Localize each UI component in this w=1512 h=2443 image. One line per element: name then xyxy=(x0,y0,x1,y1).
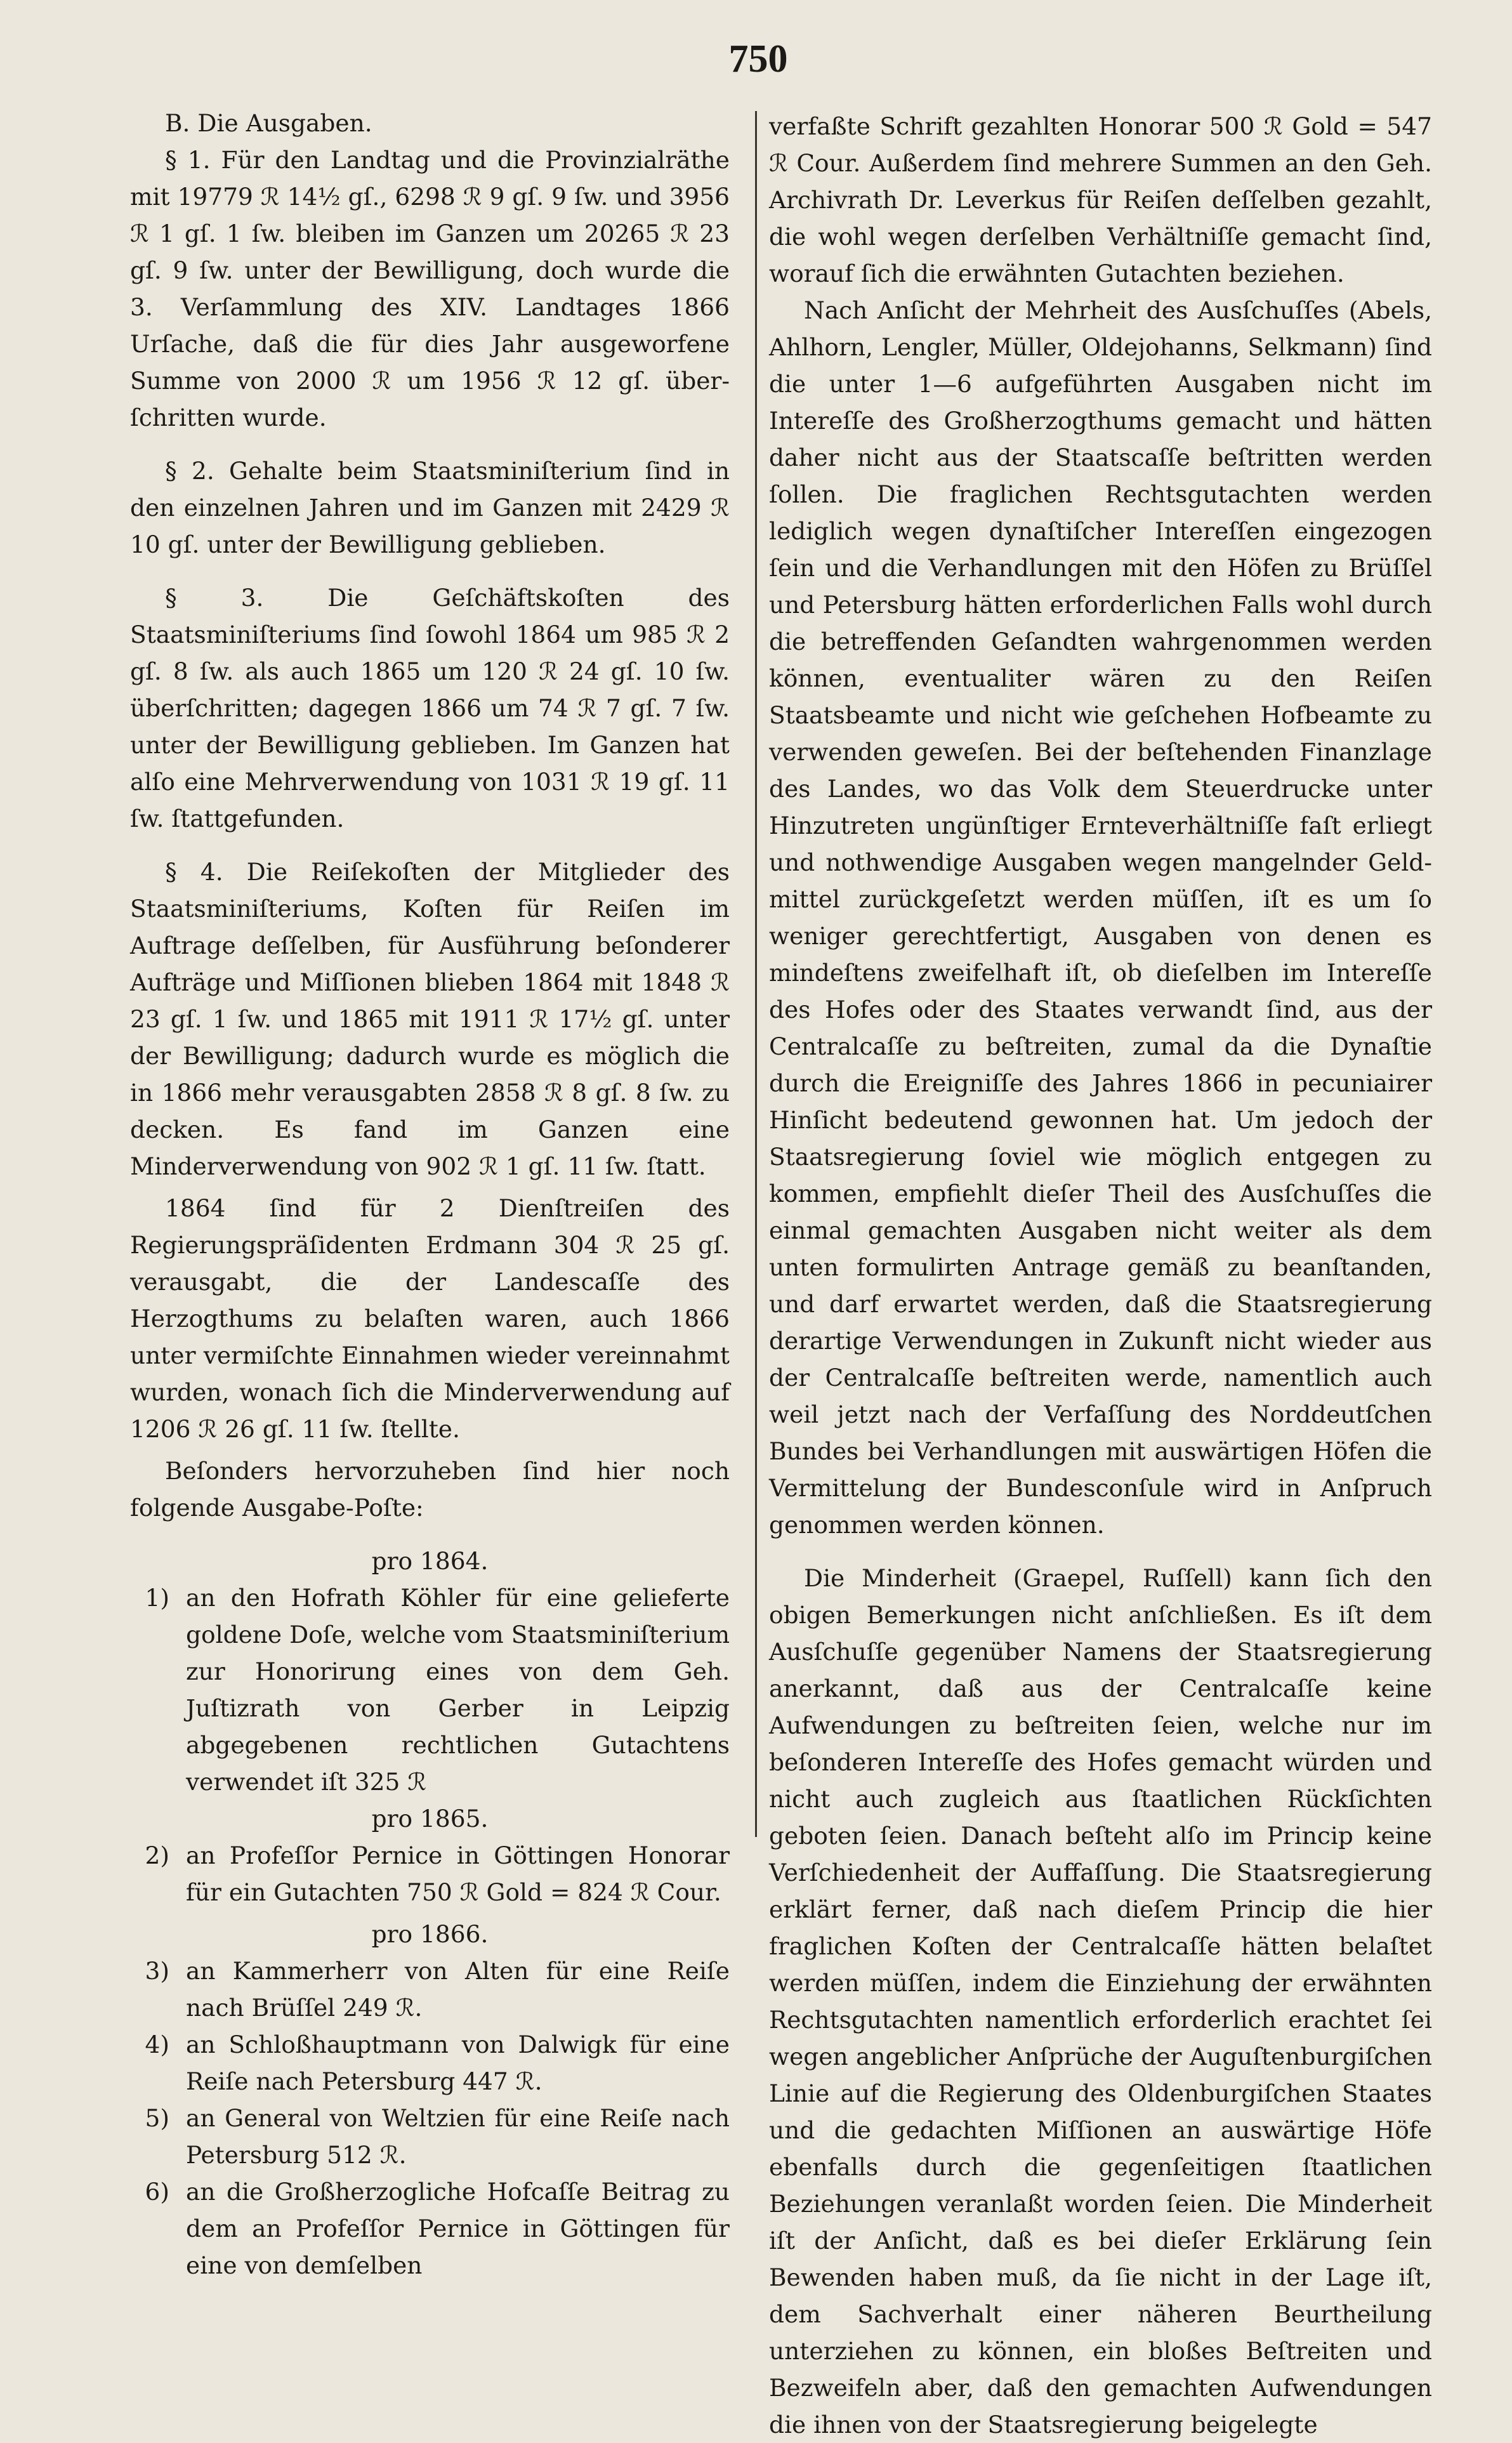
paragraph-continuation: verfaßte Schrift gezahlten Honorar 500 ℛ Gold = 547 ℛ Cour. Außerdem ſind mehrere Summen an den Geh. Archivrath Dr. Leverkus für Reiſen deſſelben gezahlt, die wohl wegen derſelben Verhältniſſe gemacht ſind, worauf ſich die erwähnten Gutachten beziehen. xyxy=(769,112,1432,287)
list-number: 4) xyxy=(145,2031,169,2058)
list-number: 6) xyxy=(145,2178,169,2206)
paragraph-s2: § 2. Gehalte beim Staatsminiſterium ſind in den einzelnen Jahren und im Ganzen mit 2429 ℛ 10 gſ. unter der Bewilligung geblieben. xyxy=(130,457,730,558)
paragraph-s3: § 3. Die Geſchäftskoſten des Staatsminiſteriums ſind ſowohl 1864 um 985 ℛ 2 gſ. 8 ſw. als auch 1865 um 120 ℛ 24 gſ. 10 ſw. überſchritten; dagegen 1866 um 74 ℛ 7 gſ. 7 ſw. unter der Bewilligung geblieben. Im Ganzen hat alſo eine Mehrverwendung von 1031 ℛ 19 gſ. 11 ſw. ſtattgefunden. xyxy=(130,584,730,833)
year-heading-1866: pro 1866. xyxy=(371,1920,489,1948)
year-heading-1864: pro 1864. xyxy=(371,1547,489,1575)
paragraph-s4: § 4. Die Reiſekoſten der Mitglieder des Staatsminiſteriums, Koſten für Reiſen im Auftrage deſſelben, für Ausführung beſonderer Aufträge und Miſſionen blieben 1864 mit 1848 ℛ 23 gſ. 1 ſw. und 1865 mit 1911 ℛ 17½ gſ. unter der Bewilligung; dadurch wurde es möglich die in 1866 mehr verausgabten 2858 ℛ 8 gſ. 8 ſw. zu decken. Es fand im Ganzen eine Minderverwendung von 902 ℛ 1 gſ. 11 ſw. ſtatt. xyxy=(130,858,730,1180)
list-text: an General von Weltzien für eine Reiſe nach Petersburg 512 ℛ. xyxy=(186,2104,730,2169)
page-number: 750 xyxy=(728,37,788,81)
list-text: an Schloßhauptmann von Dalwigk für eine Reiſe nach Petersburg 447 ℛ. xyxy=(186,2031,730,2095)
right-column xyxy=(769,108,1432,2443)
paragraph-erdmann: 1864 ſind für 2 Dienſtreiſen des Regierungspräſidenten Erdmann 304 ℛ 25 gſ. verausgabt, die der Landescaſſe des Herzogthums zu belaſten waren, auch 1866 unter vermiſchte Einnahmen wieder vereinnahmt wurden, wonach ſich die Minderverwendung auf 1206 ℛ 26 gſ. 11 ſw. ſtellte. xyxy=(130,1194,730,1443)
list-text: an die Großherzogliche Hofcaſſe Beitrag zu dem an Profeſſor Pernice in Göttingen für eine von demſelben xyxy=(186,2178,730,2279)
paragraph-majority: Nach Anſicht der Mehrheit des Ausſchuſſes (Abels, Ahlhorn, Lengler, Müller, Oldejohanns, Selkmann) ſind die unter 1—6 aufgeführten Ausgaben nicht im Intereſſe des Großherzogthums gemacht und hätten daher nicht aus der Staatscaſſe beſtritten werden ſollen. Die fraglichen Rechtsgutachten werden lediglich wegen dynaſtiſcher Intereſſen eingezogen ſein und die Verhandlungen mit den Höfen zu Brüſſel und Petersburg hätten erforderlichen Falls wohl durch die betreffenden Geſandten wahrgenommen werden können, eventualiter wären zu den Reiſen Staatsbeamte und nicht wie geſchehen Hofbeamte zu verwenden geweſen. Bei der beſtehenden Finanzlage des Landes, wo das Volk dem Steuerdrucke unter Hinzutreten ungünſtiger Ernteverhältniſſe faſt erliegt und nothwendige Ausgaben wegen mangelnder Geldmittel zurückgeſetzt werden müſſen, iſt es um ſo weniger gerechtfertigt, Ausgaben von denen es mindeſtens zweifelhaft iſt, ob dieſelben im Intereſſe des Hofes oder des Staates verwandt ſind, aus der Centralcaſſe zu beſtreiten, zumal da die Dynaſtie durch die Ereigniſſe des Jahres 1866 in pecuniairer Hinſicht bedeutend gewonnen hat. Um jedoch der Staatsregierung ſoviel wie möglich entgegen zu kommen, empfiehlt dieſer Theil des Ausſchuſſes die einmal gemachten Ausgaben nicht weiter als dem unten formulirten Antrage gemäß zu beanſtanden, und darf erwartet werden, daß die Staatsregierung derartige Verwendungen in Zukunft nicht wieder aus der Centralcaſſe beſtreiten werde, namentlich auch weil jetzt nach der Verfaſſung des Norddeutſchen Bundes bei Verhandlungen mit auswärtigen Höfen die Vermittelung der Bundesconſule wird in Anſpruch genommen werden können. xyxy=(769,296,1432,1539)
list-number: 5) xyxy=(145,2104,169,2132)
section-heading: B. Die Ausgaben. xyxy=(165,109,372,137)
list-text: an Profeſſor Pernice in Göttingen Honorar für ein Gutachten 750 ℛ Gold = 824 ℛ Cour. xyxy=(186,1841,730,1906)
column-divider xyxy=(755,111,757,1837)
list-number: 2) xyxy=(145,1841,169,1869)
list-item xyxy=(130,1579,730,1800)
year-heading-1865: pro 1865. xyxy=(371,1805,489,1833)
list-item xyxy=(130,1952,730,2026)
left-column xyxy=(130,105,730,2284)
list-item xyxy=(130,2100,730,2173)
list-item xyxy=(130,1837,730,1911)
list-number: 3) xyxy=(145,1957,169,1985)
list-text: an Kammerherr von Alten für eine Reiſe nach Brüſſel 249 ℛ. xyxy=(186,1957,730,2022)
list-item xyxy=(130,2173,730,2284)
list-text: an den Hofrath Köhler für eine gelieferte goldene Doſe, welche vom Staatsminiſterium zur Honorirung eines von dem Geh. Juſtizrath von Gerber in Leipzig abgegebenen rechtlichen Gutachtens verwendet iſt 325 ℛ xyxy=(186,1584,730,1796)
paragraph-minority: Die Minderheit (Graepel, Ruſſell) kann ſich den obigen Bemerkungen nicht anſchließen. Es iſt dem Ausſchuſſe gegenüber Namens der Staatsregierung anerkannt, daß aus der Centralcaſſe keine Aufwendungen zu beſtreiten ſeien, welche nur im beſonderen Intereſſe des Hofes gemacht würden und nicht auch zugleich aus ſtaatlichen Rückſichten geboten ſeien. Danach beſteht alſo im Princip keine Verſchiedenheit der Auffaſſung. Die Staatsregierung erklärt ferner, daß nach dieſem Princip die hier fraglichen Koſten der Centralcaſſe hätten belaſtet werden müſſen, indem die Einziehung der erwähnten Rechtsgutachten namentlich erforderlich erachtet ſei wegen angeblicher Anſprüche der Auguſtenburgiſchen Linie auf die Regierung des Oldenburgiſchen Staates und die gedachten Miſſionen an auswärtige Höfe ebenfalls durch die gegenſeitigen ſtaatlichen Beziehungen veranlaßt worden ſeien. Die Minderheit iſt der Anſicht, daß es bei dieſer Erklärung ſein Bewenden haben muß, da ſie nicht in der Lage iſt, dem Sachverhalt einer näheren Beurtheilung unterziehen zu können, ein bloßes Beſtreiten und Bezweifeln aber, daß den gemachten Aufwendungen die ihnen von der Staatsregierung beigelegte xyxy=(769,1564,1432,2439)
list-item xyxy=(130,2026,730,2100)
list-number: 1) xyxy=(145,1584,169,1612)
paragraph-s1: § 1. Für den Landtag und die Provinzialräthe mit 19779 ℛ 14½ gſ., 6298 ℛ 9 gſ. 9 ſw. und 3956 ℛ 1 gſ. 1 ſw. bleiben im Ganzen um 20265 ℛ 23 gſ. 9 ſw. unter der Bewilligung, doch wurde die 3. Verſammlung des XIV. Landtages 1866 Urſache, daß die für dies Jahr ausgeworfene Summe von 2000 ℛ um 1956 ℛ 12 gſ. überſchritten wurde. xyxy=(130,146,730,431)
paragraph-ausgabeposte: Beſonders hervorzuheben ſind hier noch folgende Ausgabe-Poſte: xyxy=(130,1457,730,1522)
